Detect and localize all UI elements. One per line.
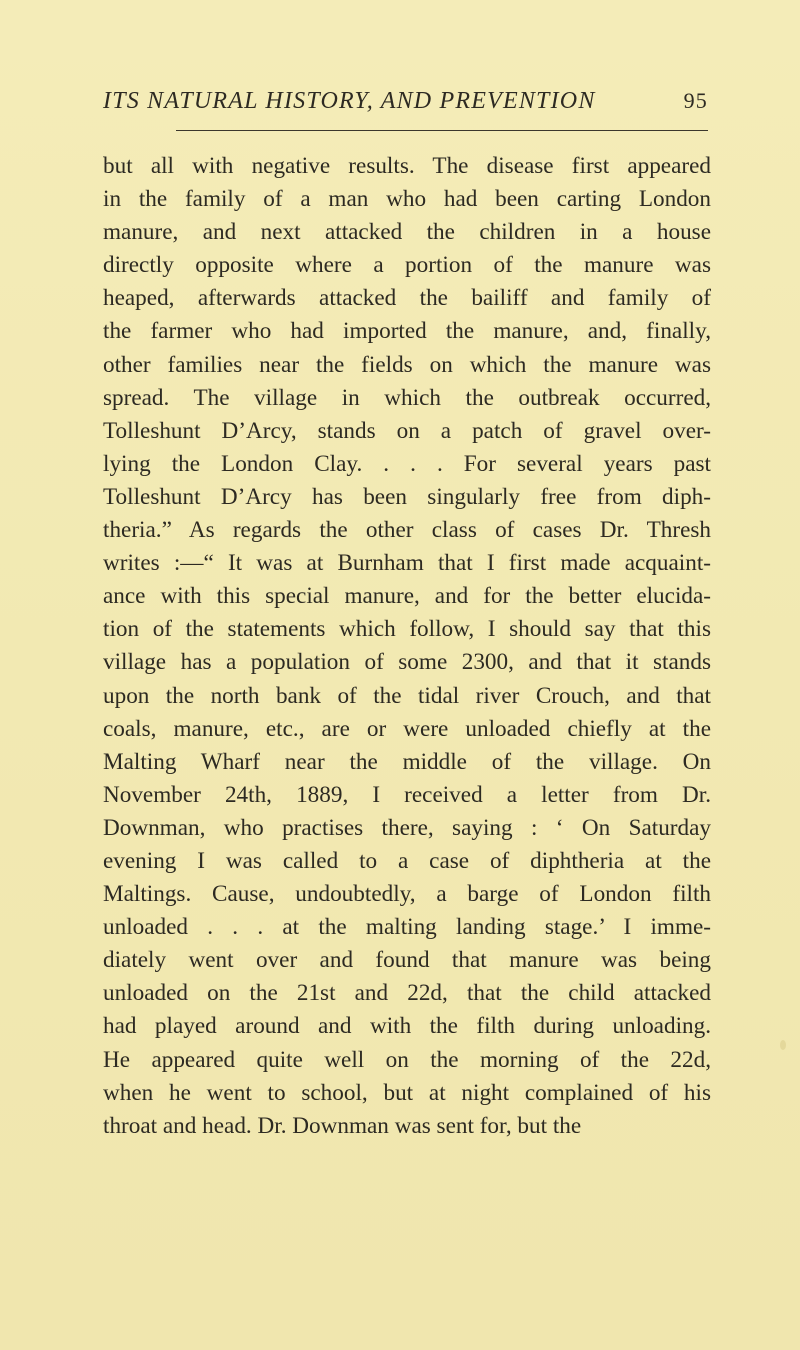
body-text — [103, 150, 711, 1143]
text-line: unloaded on the 21st and 22d, that the child attacked — [103, 980, 711, 1007]
text-line: the farmer who had imported the manure, and, finally, — [103, 318, 711, 345]
text-line: had played around and with the filth during unloading. — [103, 1013, 711, 1040]
running-head-title: ITS NATURAL HISTORY, AND PREVENTION — [103, 88, 596, 114]
text-line: Tolleshunt D’Arcy has been singularly free from diph- — [103, 483, 711, 510]
text-line: village has a population of some 2300, and that it stands — [103, 649, 711, 676]
text-line: diately went over and found that manure was being — [103, 947, 711, 974]
text-line: in the family of a man who had been carting London — [103, 186, 711, 213]
running-head — [103, 88, 708, 122]
text-line: Tolleshunt D’Arcy, stands on a patch of gravel over- — [103, 417, 711, 444]
text-line: Maltings. Cause, undoubtedly, a barge of London filth — [103, 881, 711, 908]
text-line: tion of the statements which follow, I should say that this — [103, 616, 711, 643]
text-line: He appeared quite well on the morning of the 22d, — [103, 1046, 711, 1073]
text-line: evening I was called to a case of diphtheria at the — [103, 847, 711, 874]
text-line: Downman, who practises there, saying : ‘ On Saturday — [103, 814, 711, 841]
header-rule — [176, 130, 708, 131]
text-line: when he went to school, but at night complained of his — [103, 1079, 711, 1106]
text-line: upon the north bank of the tidal river Crouch, and that — [103, 682, 711, 709]
text-line: other families near the fields on which the manure was — [103, 351, 711, 378]
page-number: 95 — [683, 88, 708, 113]
text-line: November 24th, 1889, I received a letter from Dr. — [103, 781, 711, 808]
text-line: directly opposite where a portion of the manure was — [103, 252, 711, 279]
text-line: ance with this special manure, and for the better elucida- — [103, 583, 711, 610]
text-line: coals, manure, etc., are or were unloaded chiefly at the — [103, 715, 711, 742]
text-line: unloaded . . . at the malting landing stage.’ I imme- — [103, 914, 711, 941]
text-line: heaped, afterwards attacked the bailiff and family of — [103, 285, 711, 312]
text-line: manure, and next attacked the children in a house — [103, 219, 711, 246]
text-line: but all with negative results. The disease first appeared — [103, 153, 711, 179]
text-line: writes :—“ It was at Burnham that I first made acquaint- — [103, 550, 711, 577]
text-line: theria.” As regards the other class of cases Dr. Thresh — [103, 517, 711, 544]
text-line: Malting Wharf near the middle of the village. On — [103, 748, 711, 775]
text-line: lying the London Clay. . . . For several years past — [103, 450, 711, 477]
text-line: throat and head. Dr. Downman was sent for, but the — [103, 1112, 582, 1139]
text-line: spread. The village in which the outbreak occurred, — [103, 384, 711, 411]
paper-stain — [780, 1040, 786, 1050]
